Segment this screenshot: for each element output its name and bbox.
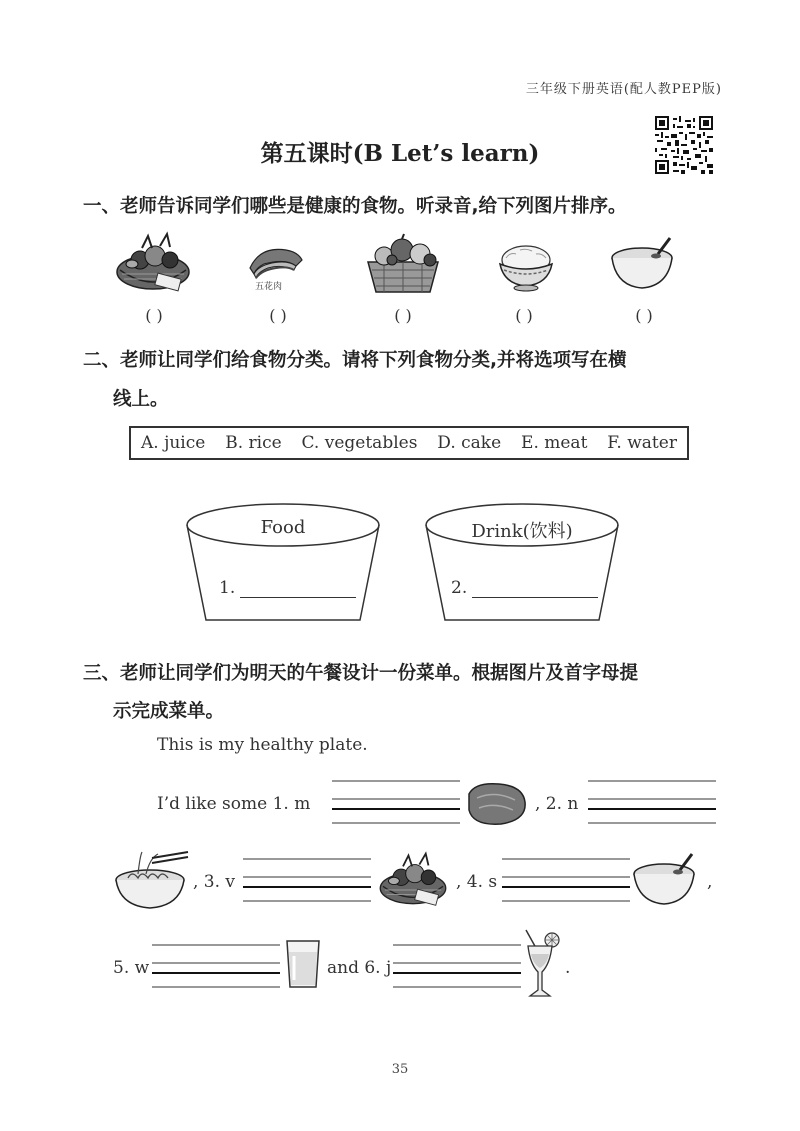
fruit-basket-icon (362, 232, 444, 296)
pork-caption: 五花肉 (255, 282, 283, 292)
intro-sentence: This is my healthy plate. (157, 735, 368, 755)
option-f: F. water (607, 433, 677, 453)
food-bowl-label: Food (260, 517, 306, 538)
blank-6j-lines[interactable] (393, 942, 521, 990)
food-blank-number: 1. (219, 578, 236, 598)
noodles-bowl-icon (112, 850, 190, 910)
answer-paren-5[interactable]: ( ) (635, 306, 653, 325)
vegetables-basket-icon-2 (372, 850, 454, 910)
answer-paren-4[interactable]: ( ) (515, 306, 533, 325)
section1-heading: 一、老师告诉同学们哪些是健康的食物。听录音,给下列图片排序。 (83, 196, 627, 217)
blank-2n-lines[interactable] (588, 778, 716, 826)
answer-paren-2[interactable]: ( ) (269, 306, 287, 325)
item6-prefix: and 6. j (327, 958, 392, 978)
drink-blank-number: 2. (451, 578, 468, 598)
option-e: E. meat (521, 433, 588, 453)
answer-paren-1[interactable]: ( ) (145, 306, 163, 325)
section2-heading-line1: 二、老师让同学们给食物分类。请将下列食物分类,并将选项写在横 (83, 350, 627, 371)
water-glass-icon (284, 938, 322, 990)
drink-answer-blank[interactable] (472, 597, 598, 598)
blank-4s-lines[interactable] (502, 856, 630, 904)
soup-bowl-icon-2 (630, 852, 700, 908)
item2-prefix: , 2. n (535, 794, 579, 814)
final-period: . (565, 958, 571, 978)
section2-heading-line2: 线上。 (113, 389, 169, 410)
blank-5w-lines[interactable] (152, 942, 280, 990)
page-title: 第五课时(B Let’s learn) (260, 140, 540, 167)
rice-bowl-icon (496, 240, 556, 294)
blank-1m-lines[interactable] (332, 778, 460, 826)
blank-3v-lines[interactable] (243, 856, 371, 904)
item4-prefix: , 4. s (456, 872, 498, 892)
drink-bowl-label: Drink(饮料) (471, 521, 573, 542)
section3-heading-line2: 示完成菜单。 (113, 701, 225, 722)
book-header: 三年级下册英语(配人教PEP版) (525, 82, 722, 97)
section3-heading-line1: 三、老师让同学们为明天的午餐设计一份菜单。根据图片及首字母提 (83, 663, 639, 684)
item1-prefix: I’d like some 1. m (157, 794, 311, 814)
options-box (129, 426, 689, 460)
item5-prefix: 5. w (113, 958, 150, 978)
vegetables-basket-icon (112, 230, 194, 296)
item3-prefix: , 3. v (193, 872, 236, 892)
steak-icon (465, 780, 529, 828)
juice-glass-icon (522, 928, 562, 1000)
option-c: C. vegetables (301, 433, 418, 453)
option-d: D. cake (437, 433, 502, 453)
option-a: A. juice (141, 433, 206, 453)
option-b: B. rice (225, 433, 282, 453)
soup-bowl-icon (608, 236, 678, 292)
page-number: 35 (391, 1062, 409, 1077)
trailing-comma: , (707, 872, 713, 892)
answer-paren-3[interactable]: ( ) (394, 306, 412, 325)
food-answer-blank[interactable] (240, 597, 356, 598)
